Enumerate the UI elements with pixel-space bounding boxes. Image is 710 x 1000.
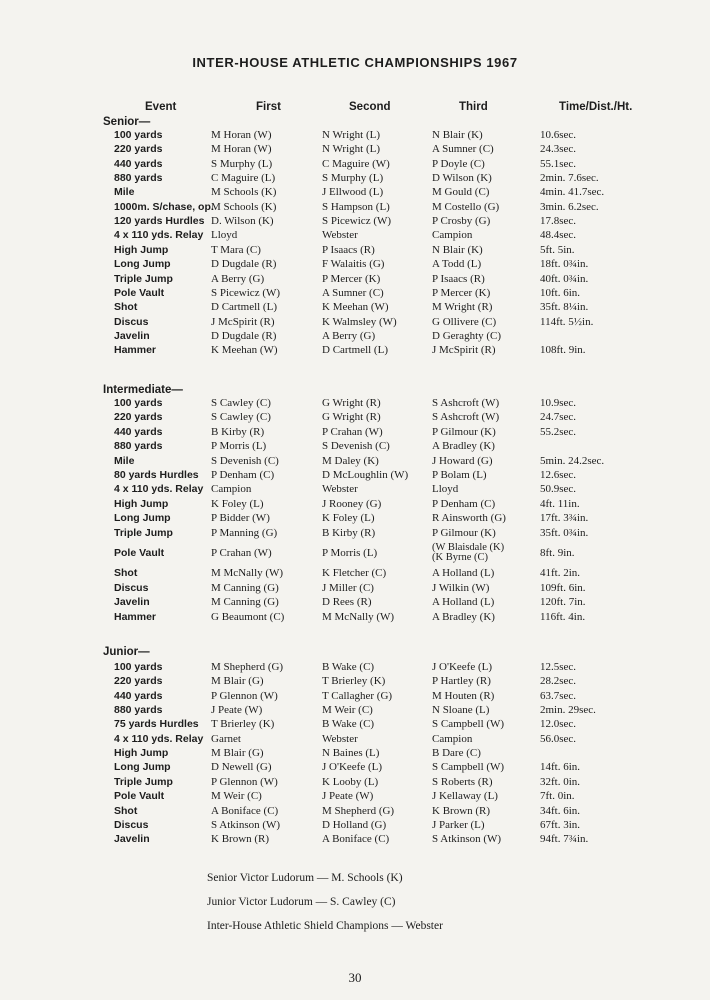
second-place-cell: B Kirby (R)	[322, 526, 376, 539]
first-place-cell: P Glennon (W)	[211, 689, 278, 702]
third-place-cell: J Kellaway (L)	[432, 790, 498, 803]
third-place-cell: N Blair (K)	[432, 243, 483, 256]
result-row	[0, 228, 710, 242]
first-place-cell: D Dugdale (R)	[211, 258, 277, 271]
third-place-cell: M Costello (G)	[432, 200, 500, 213]
second-place-cell: S Hampson (L)	[322, 200, 390, 213]
third-place-cell: P Bolam (L)	[432, 469, 487, 481]
first-place-cell: P Morris (L)	[211, 440, 267, 453]
result-row	[0, 185, 710, 199]
second-place-cell: A Berry (G)	[322, 329, 376, 342]
second-place-cell: D Cartmell (L)	[322, 344, 388, 357]
first-place-cell: D. Wilson (K)	[211, 215, 274, 228]
third-place-cell: P Doyle (C)	[432, 157, 485, 170]
third-place-cell: A Bradley (K)	[432, 440, 495, 453]
first-place-cell: J McSpirit (R)	[211, 315, 275, 328]
result-row	[0, 343, 710, 357]
time-cell: 55.2sec.	[540, 425, 577, 438]
event-cell: 440 yards	[114, 157, 163, 170]
second-place-cell: T Brierley (K)	[322, 675, 386, 688]
event-cell: Shot	[114, 567, 138, 580]
time-cell: 4min. 41.7sec.	[540, 186, 605, 199]
senior-victor-ludorum: Senior Victor Ludorum — M. Schools (K)	[207, 872, 403, 884]
first-place-cell: S Cawley (C)	[211, 411, 271, 424]
time-cell: 63.7sec.	[540, 689, 577, 702]
time-cell: 28.2sec.	[540, 675, 577, 688]
second-place-cell: M Shepherd (G)	[322, 804, 395, 817]
third-place-cell: P Gilmour (K)	[432, 425, 496, 438]
time-cell: 17ft. 3¾in.	[540, 512, 589, 525]
result-row	[0, 703, 710, 717]
time-cell: 14ft. 6in.	[540, 761, 581, 774]
first-place-cell: M Blair (G)	[211, 747, 264, 760]
second-place-cell: A Boniface (C)	[322, 833, 390, 846]
second-place-cell: P Crahan (W)	[322, 425, 383, 438]
second-place-cell: P Mercer (K)	[322, 272, 381, 285]
event-cell: High Jump	[114, 497, 169, 510]
event-cell: Triple Jump	[114, 775, 173, 788]
event-cell: Hammer	[114, 610, 157, 623]
result-row	[0, 482, 710, 496]
event-cell: Pole Vault	[114, 286, 165, 299]
first-place-cell: K Meehan (W)	[211, 344, 278, 357]
first-place-cell: B Kirby (R)	[211, 425, 265, 438]
third-place-cell: M Gould (C)	[432, 186, 490, 199]
time-cell: 12.6sec.	[540, 469, 577, 481]
first-place-cell: D Cartmell (L)	[211, 301, 277, 314]
third-place-cell: S Atkinson (W)	[432, 833, 502, 846]
event-cell: Pole Vault	[114, 790, 165, 803]
result-row	[0, 818, 710, 832]
event-cell: 220 yards	[114, 411, 163, 424]
time-cell: 55.1sec.	[540, 157, 577, 170]
second-place-cell: S Picewicz (W)	[322, 215, 392, 228]
time-cell: 4ft. 11in.	[540, 497, 580, 510]
result-row	[0, 760, 710, 774]
third-place-cell: D Wilson (K)	[432, 172, 492, 185]
result-row	[0, 142, 710, 156]
event-cell: Discus	[114, 315, 149, 328]
first-place-cell: M Blair (G)	[211, 675, 264, 688]
third-place-cell: Lloyd	[432, 483, 459, 496]
time-cell: 108ft. 9in.	[540, 344, 586, 357]
third-place-cell: S Ashcroft (W)	[432, 411, 500, 424]
third-place-cell: A Holland (L)	[432, 567, 495, 580]
first-place-cell: Garnet	[211, 732, 241, 745]
result-row	[0, 746, 710, 760]
first-place-cell: Campion	[211, 483, 252, 496]
time-cell: 35ft. 0¾in.	[540, 526, 589, 539]
time-cell: 10ft. 6in.	[540, 286, 581, 299]
result-row	[0, 243, 710, 257]
result-row	[0, 396, 710, 410]
event-cell: Long Jump	[114, 761, 171, 774]
third-place-cell: G Ollivere (C)	[432, 315, 497, 328]
event-cell: 80 yards Hurdles	[114, 469, 199, 481]
third-place-cell: A Todd (L)	[432, 258, 482, 271]
result-row	[0, 200, 710, 214]
event-cell: 100 yards	[114, 397, 163, 409]
time-cell: 40ft. 0¾in.	[540, 272, 589, 285]
result-row	[0, 329, 710, 343]
time-cell: 32ft. 0in.	[540, 775, 581, 788]
result-row	[0, 497, 710, 511]
header-third: Third	[459, 101, 488, 113]
second-place-cell: D McLoughlin (W)	[322, 469, 409, 481]
second-place-cell: N Wright (L)	[322, 129, 381, 141]
third-place-cell: P Mercer (K)	[432, 286, 491, 299]
header-event: Event	[145, 101, 177, 113]
result-row	[0, 732, 710, 746]
time-cell: 12.5sec.	[540, 661, 577, 673]
third-place-cell: J O'Keefe (L)	[432, 661, 493, 673]
event-cell: 440 yards	[114, 689, 163, 702]
result-row	[0, 410, 710, 424]
time-cell: 5ft. 5in.	[540, 243, 575, 256]
second-place-cell: J Ellwood (L)	[322, 186, 384, 199]
section-title: Senior—	[103, 116, 151, 128]
event-cell: 440 yards	[114, 425, 163, 438]
second-place-cell: K Fletcher (C)	[322, 567, 387, 580]
time-cell: 8ft. 9in.	[540, 547, 575, 559]
result-row	[0, 674, 710, 688]
event-cell: Mile	[114, 186, 135, 199]
second-place-cell: A Sumner (C)	[322, 286, 384, 299]
page-number: 30	[348, 970, 362, 985]
third-place-cell: J Parker (L)	[432, 818, 485, 831]
first-place-cell: S Cawley (C)	[211, 397, 271, 409]
second-place-cell: Webster	[322, 732, 358, 745]
first-place-cell: P Crahan (W)	[211, 547, 272, 559]
second-place-cell: K Looby (L)	[322, 775, 379, 788]
second-place-cell: G Wright (R)	[322, 397, 381, 409]
second-place-cell: D Rees (R)	[322, 596, 372, 609]
result-row	[0, 689, 710, 703]
third-place-cell: S Ashcroft (W)	[432, 397, 500, 409]
third-place-cell: P Crosby (G)	[432, 215, 491, 228]
junior-victor-ludorum: Junior Victor Ludorum — S. Cawley (C)	[207, 896, 396, 908]
time-cell: 34ft. 6in.	[540, 804, 581, 817]
result-row	[0, 511, 710, 525]
event-cell: Javelin	[114, 833, 150, 846]
first-place-cell: M Horan (W)	[211, 129, 272, 141]
third-place-line: (K Byrne (C)	[432, 552, 488, 563]
third-place-cell: P Isaacs (R)	[432, 272, 485, 285]
event-cell: 100 yards	[114, 129, 163, 141]
result-row	[0, 581, 710, 595]
third-place-cell: Campion	[432, 732, 473, 745]
second-place-cell: N Baines (L)	[322, 747, 380, 760]
second-place-cell: P Morris (L)	[322, 547, 378, 559]
third-place-cell: B Dare (C)	[432, 747, 481, 760]
event-cell: 120 yards Hurdles	[114, 215, 205, 228]
event-cell: Long Jump	[114, 258, 171, 271]
first-place-cell: M Horan (W)	[211, 143, 272, 156]
third-place-cell: A Holland (L)	[432, 596, 495, 609]
result-row	[0, 775, 710, 789]
first-place-cell: D Dugdale (R)	[211, 329, 277, 342]
result-row	[0, 595, 710, 609]
first-place-cell: K Foley (L)	[211, 497, 264, 510]
first-place-cell: A Boniface (C)	[211, 804, 279, 817]
header-second: Second	[349, 101, 391, 113]
result-row	[0, 832, 710, 846]
first-place-cell: M Canning (G)	[211, 596, 279, 609]
result-row	[0, 789, 710, 803]
event-cell: 880 yards	[114, 440, 163, 453]
third-place-cell: A Sumner (C)	[432, 143, 494, 156]
event-cell: 220 yards	[114, 143, 163, 156]
event-cell: Mile	[114, 454, 135, 467]
first-place-cell: A Berry (G)	[211, 272, 265, 285]
event-cell: Javelin	[114, 329, 150, 342]
time-cell: 41ft. 2in.	[540, 567, 581, 580]
event-cell: Long Jump	[114, 512, 171, 525]
first-place-cell: G Beaumont (C)	[211, 610, 285, 623]
event-cell: Triple Jump	[114, 272, 173, 285]
third-place-cell: S Campbell (W)	[432, 761, 505, 774]
third-place-cell: M Houten (R)	[432, 689, 495, 702]
event-cell: Pole Vault	[114, 547, 165, 559]
result-row	[0, 717, 710, 731]
time-cell: 35ft. 8¼in.	[540, 301, 589, 314]
result-row	[0, 128, 710, 142]
header-first: First	[256, 101, 281, 113]
event-cell: High Jump	[114, 243, 169, 256]
second-place-cell: N Wright (L)	[322, 143, 381, 156]
time-cell: 5min. 24.2sec.	[540, 454, 605, 467]
third-place-cell: S Roberts (R)	[432, 775, 493, 788]
event-cell: High Jump	[114, 747, 169, 760]
second-place-cell: K Meehan (W)	[322, 301, 389, 314]
second-place-cell: C Maguire (W)	[322, 157, 390, 170]
first-place-cell: P Bidder (W)	[211, 512, 270, 525]
second-place-cell: G Wright (R)	[322, 411, 381, 424]
third-place-cell: J Wilkin (W)	[432, 581, 490, 594]
event-cell: 880 yards	[114, 172, 163, 185]
time-cell: 18ft. 0¾in.	[540, 258, 589, 271]
second-place-cell: J Miller (C)	[322, 581, 374, 594]
first-place-cell: S Picewicz (W)	[211, 286, 281, 299]
second-place-cell: B Wake (C)	[322, 718, 375, 731]
first-place-cell: M Canning (G)	[211, 581, 279, 594]
result-row	[0, 171, 710, 185]
event-cell: Discus	[114, 818, 149, 831]
first-place-cell: M Schools (K)	[211, 186, 277, 199]
first-place-cell: C Maguire (L)	[211, 172, 276, 185]
result-row	[0, 454, 710, 468]
second-place-cell: J O'Keefe (L)	[322, 761, 383, 774]
second-place-cell: D Holland (G)	[322, 818, 387, 831]
third-place-cell: J McSpirit (R)	[432, 344, 496, 357]
first-place-cell: M McNally (W)	[211, 567, 284, 580]
time-cell: 50.9sec.	[540, 483, 577, 496]
first-place-cell: K Brown (R)	[211, 833, 270, 846]
time-cell: 67ft. 3in.	[540, 818, 581, 831]
time-cell: 24.3sec.	[540, 143, 577, 156]
time-cell: 10.6sec.	[540, 129, 577, 141]
section-title: Junior—	[103, 646, 150, 658]
result-row	[0, 286, 710, 300]
result-row	[0, 526, 710, 540]
third-place-line: (W Blaisdale (K)	[432, 542, 505, 553]
first-place-cell: J Peate (W)	[211, 704, 263, 717]
second-place-cell: Webster	[322, 229, 358, 242]
time-cell: 114ft. 5½in.	[540, 315, 594, 328]
third-place-cell: N Blair (K)	[432, 129, 483, 141]
event-cell: Hammer	[114, 344, 157, 357]
result-row	[0, 660, 710, 674]
second-place-cell: M McNally (W)	[322, 610, 395, 623]
time-cell: 7ft. 0in.	[540, 790, 575, 803]
header-time: Time/Dist./Ht.	[559, 101, 633, 113]
time-cell: 3min. 6.2sec.	[540, 200, 599, 213]
result-row	[0, 439, 710, 453]
third-place-cell: J Howard (G)	[432, 454, 493, 467]
event-cell: 880 yards	[114, 704, 163, 717]
second-place-cell: Webster	[322, 483, 358, 496]
first-place-cell: M Schools (K)	[211, 200, 277, 213]
shield-champions: Inter-House Athletic Shield Champions — Webster	[207, 920, 443, 932]
third-place-cell: M Wright (R)	[432, 301, 493, 314]
third-place-cell: P Gilmour (K)	[432, 526, 496, 539]
second-place-cell: K Walmsley (W)	[322, 315, 397, 328]
time-cell: 2min. 29sec.	[540, 704, 596, 717]
second-place-cell: M Weir (C)	[322, 704, 373, 717]
result-row	[0, 542, 710, 563]
section-title: Intermediate—	[103, 384, 183, 396]
third-place-cell: K Brown (R)	[432, 804, 491, 817]
first-place-cell: T Mara (C)	[211, 243, 261, 256]
first-place-cell: D Newell (G)	[211, 761, 272, 774]
event-cell: 100 yards	[114, 661, 163, 673]
result-row	[0, 300, 710, 314]
time-cell: 56.0sec.	[540, 732, 577, 745]
result-row	[0, 315, 710, 329]
first-place-cell: P Denham (C)	[211, 469, 275, 481]
third-place-cell: R Ainsworth (G)	[432, 512, 506, 525]
third-place-cell: P Denham (C)	[432, 497, 496, 510]
result-row	[0, 566, 710, 580]
second-place-cell: J Rooney (G)	[322, 497, 382, 510]
first-place-cell: Lloyd	[211, 229, 238, 242]
second-place-cell: M Daley (K)	[322, 454, 379, 467]
second-place-cell: F Walaitis (G)	[322, 258, 385, 271]
first-place-cell: P Manning (G)	[211, 526, 278, 539]
first-place-cell: T Brierley (K)	[211, 718, 275, 731]
event-cell: Shot	[114, 301, 138, 314]
result-row	[0, 804, 710, 818]
second-place-cell: P Isaacs (R)	[322, 243, 375, 256]
first-place-cell: M Shepherd (G)	[211, 661, 284, 673]
third-place-cell: S Campbell (W)	[432, 718, 505, 731]
first-place-cell: S Atkinson (W)	[211, 818, 281, 831]
third-place-cell	[432, 543, 504, 563]
first-place-cell: S Murphy (L)	[211, 157, 273, 170]
event-cell: 220 yards	[114, 675, 163, 688]
result-row	[0, 468, 710, 482]
second-place-cell: T Callagher (G)	[322, 689, 393, 702]
event-cell: Shot	[114, 804, 138, 817]
event-cell: Javelin	[114, 596, 150, 609]
time-cell: 24.7sec.	[540, 411, 577, 424]
result-row	[0, 157, 710, 171]
time-cell: 48.4sec.	[540, 229, 577, 242]
page-title: INTER-HOUSE ATHLETIC CHAMPIONSHIPS 1967	[192, 55, 518, 70]
time-cell: 2min. 7.6sec.	[540, 172, 599, 185]
third-place-cell: A Bradley (K)	[432, 610, 495, 623]
event-cell: 75 yards Hurdles	[114, 718, 199, 731]
third-place-cell: P Hartley (R)	[432, 675, 491, 688]
second-place-cell: J Peate (W)	[322, 790, 374, 803]
event-cell: 1000m. S/chase, op.	[114, 200, 214, 213]
third-place-cell: N Sloane (L)	[432, 704, 490, 717]
time-cell: 10.9sec.	[540, 397, 577, 409]
time-cell: 109ft. 6in.	[540, 581, 586, 594]
event-cell: Triple Jump	[114, 526, 173, 539]
third-place-cell: D Geraghty (C)	[432, 329, 502, 342]
result-row	[0, 214, 710, 228]
time-cell: 120ft. 7in.	[540, 596, 586, 609]
first-place-cell: M Weir (C)	[211, 790, 262, 803]
second-place-cell: K Foley (L)	[322, 512, 375, 525]
time-cell: 116ft. 4in.	[540, 610, 586, 623]
third-place-cell: Campion	[432, 229, 473, 242]
event-cell: Discus	[114, 581, 149, 594]
time-cell: 17.8sec.	[540, 215, 577, 228]
time-cell: 94ft. 7¾in.	[540, 833, 589, 846]
result-row	[0, 257, 710, 271]
second-place-cell: S Devenish (C)	[322, 440, 390, 453]
event-cell: 4 x 110 yds. Relay	[114, 229, 204, 242]
first-place-cell: S Devenish (C)	[211, 454, 279, 467]
first-place-cell: P Glennon (W)	[211, 775, 278, 788]
second-place-cell: B Wake (C)	[322, 661, 375, 673]
result-row	[0, 610, 710, 624]
time-cell: 12.0sec.	[540, 718, 577, 731]
event-cell: 4 x 110 yds. Relay	[114, 483, 204, 496]
result-row	[0, 272, 710, 286]
second-place-cell: S Murphy (L)	[322, 172, 384, 185]
event-cell: 4 x 110 yds. Relay	[114, 732, 204, 745]
result-row	[0, 425, 710, 439]
